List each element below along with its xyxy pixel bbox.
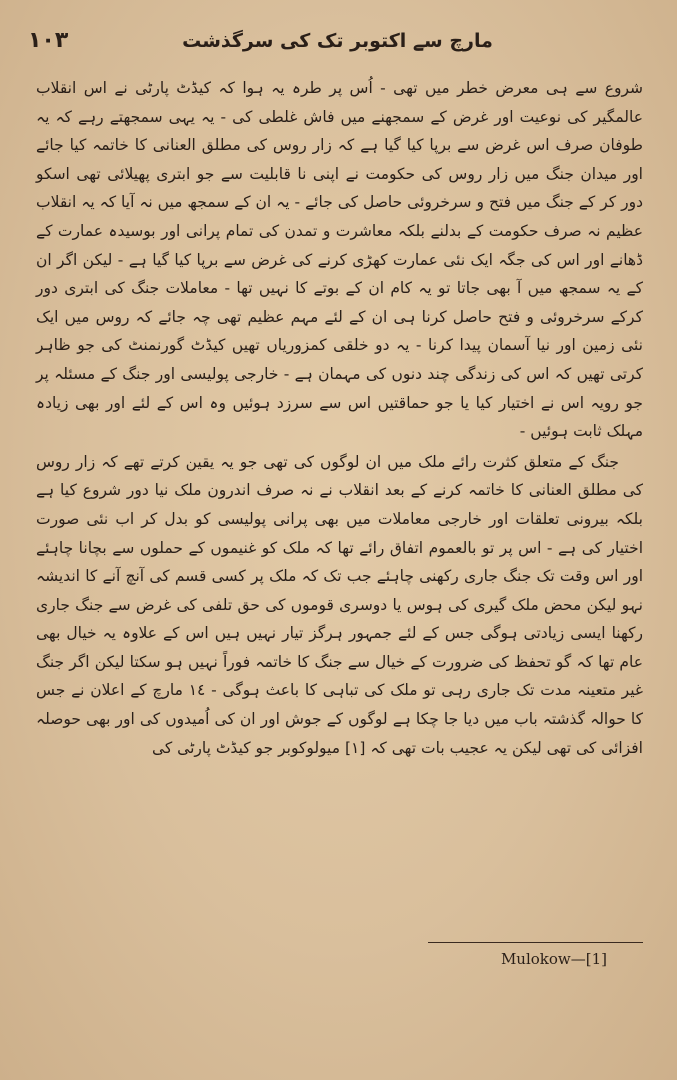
footnote: Mulokow—[1]	[500, 950, 607, 968]
running-title: مارچ سے اکتوبر تک کی سرگذشت	[182, 30, 493, 52]
page-number: ١٠٣	[28, 28, 69, 53]
page-header	[28, 26, 647, 60]
paragraph: شروع سے ہی معرض خطر میں تھی - اُس پر طرہ یہ ہوا کہ کیڈٹ پارٹی نے اس انقلاب عالمگیر کی نوعیت اور غرض کے سمجھنے میں فاش غلطی کی - یہ یہی سمجھتے رہے کہ یہ طوفان صرف اس غرض سے برپا کیا گیا ہے کہ زار روس کی مطلق العنانی کا خاتمہ کیا جائے اور میدان جنگ میں زار روس کی حکومت نے اپنی نا قابلیت سے جو ابتری پھیلائی تھی اسکو دور کر کے جنگ میں فتح و سرخروئی حاصل کی جائے - یہ ان کے سمجھ میں نہ آیا کہ یہ انقلاب عظیم نہ صرف حکومت کے بدلنے بلکہ معاشرت و تمدن کی تمام پرانی اور بوسیدہ عمارت کے ڈھانے اور اس کی جگہ ایک نئی عمارت کھڑی کرنے کی غرض سے برپا کیا گیا ہے - لیکن اگر ان کے یہ سمجھ میں آ بھی جاتا تو یہ کام ان کے بوتے کا نہیں تھا - معاملات جنگ کی ابتری دور کرکے سرخروئی و فتح حاصل کرنا ہی ان کے لئے مہم عظیم تھی چہ جائے کہ روس میں ایک نئی زمین اور نیا آسمان پیدا کرنا - یہ دو خلقی کمزوریاں تھیں کیڈٹ گورنمنٹ کی جو ظاہر کرتی تھیں کہ اس کی زندگی چند دنوں کی مہمان ہے - خارجی پولیسی اور جنگ کے مسئلہ پر جو رویہ اس نے اختیار کیا یا جو حماقتیں اس سے سرزد ہوئیں وہ اس کے لئے اور بھی زیادہ مہلک ثابت ہوئیں -	[36, 79, 643, 441]
paragraph: جنگ کے متعلق کثرت رائے ملک میں ان لوگوں کی تھی جو یہ یقین کرتے تھے کہ زار روس کی مطلق العنانی کا خاتمہ کرنے کے بعد انقلاب نے نہ صرف اندرون ملک نیا دور شروع کیا ہے بلکہ بیرونی تعلقات اور خارجی معاملات میں بھی پرانی پولیسی کو بدل کر اب نئی صورت اختیار کی ہے - اس پر تو بالعموم اتفاق رائے تھا کہ ملک کو غنیموں کے حملوں سے بچانا چاہئے اور اس وقت تک جنگ جاری رکھنی چاہئے جب تک کہ ملک پر کسی قسم کی آنچ آنے کا اندیشہ نہو لیکن محض ملک گیری کی ہوس یا دوسری قوموں کی حق تلفی کی غرض سے جنگ جاری رکھنا ایسی زیادتی ہوگی جس کے لئے جمہور ہرگز تیار نہیں ہیں اس کے علاوہ یہ خیال بھی عام تھا کہ گو تحفظ کی ضرورت کے خیال سے جنگ کا خاتمہ فوراً نہیں ہو سکتا لیکن اگر جنگ غیر متعینہ مدت تک جاری رہی تو ملک کی تباہی کا باعث ہوگی - ١٤ مارچ کے اعلان نے جس کا حوالہ گذشتہ باب میں دیا جا چکا ہے لوگوں کے جوش اور ان کی اُمیدوں کی اور بھی حوصلہ افزائی کی تھی لیکن یہ عجیب بات تھی کہ [١] میولوکوبر جو کیڈٹ پارٹی کی	[36, 452, 643, 757]
body-text	[36, 74, 643, 762]
footnote-divider	[428, 942, 643, 943]
